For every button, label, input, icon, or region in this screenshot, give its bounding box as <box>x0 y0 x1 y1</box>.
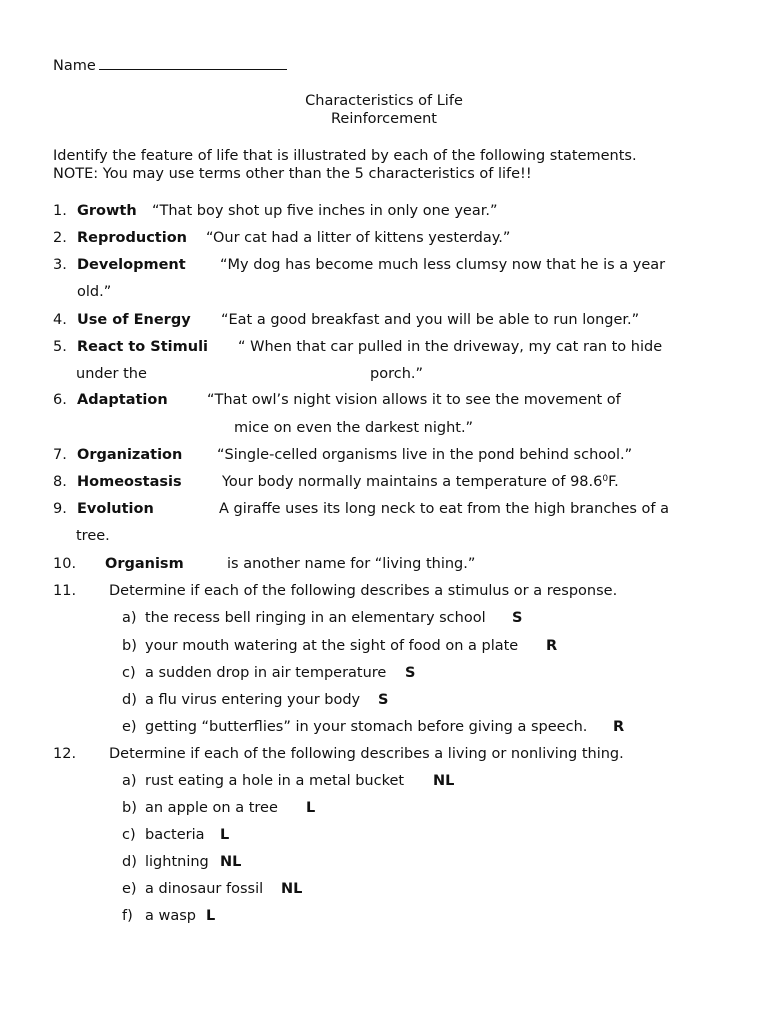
item-number: 3. <box>53 257 67 273</box>
item-answer: Evolution <box>77 501 154 517</box>
part-answer: S <box>512 610 523 626</box>
item-statement-continued: porch.” <box>370 366 424 382</box>
item-statement-continued: mice on even the darkest night.” <box>234 420 474 436</box>
name-blank-line <box>99 57 287 70</box>
part-answer: R <box>613 719 625 735</box>
item-answer: React to Stimuli <box>77 339 209 355</box>
item-statement: “Eat a good breakfast and you will be able to run longer.” <box>221 312 640 328</box>
part-letter: b) <box>122 800 137 816</box>
name-field <box>53 57 287 75</box>
part-answer: NL <box>433 773 455 789</box>
part-answer: L <box>220 827 230 843</box>
item-statement: “Our cat had a litter of kittens yesterday.” <box>206 230 511 246</box>
part-letter: c) <box>122 665 136 681</box>
item-statement: is another name for “living thing.” <box>227 556 476 572</box>
item-answer: Organism <box>105 556 184 572</box>
question-prompt: Determine if each of the following describes a stimulus or a response. <box>109 583 618 599</box>
question-prompt: Determine if each of the following describes a living or nonliving thing. <box>109 746 624 762</box>
part-letter: e) <box>122 719 137 735</box>
part-answer: L <box>206 908 216 924</box>
item-statement-continued: old.” <box>77 284 112 300</box>
item-answer: Reproduction <box>77 230 187 246</box>
part-letter: b) <box>122 638 137 654</box>
part-answer: NL <box>220 854 242 870</box>
item-number: 9. <box>53 501 67 517</box>
part-letter: e) <box>122 881 137 897</box>
part-text: a wasp <box>145 908 196 924</box>
instructions-line-1: Identify the feature of life that is illustrated by each of the following statements. <box>53 148 637 164</box>
part-answer: S <box>378 692 389 708</box>
part-text: the recess bell ringing in an elementary school <box>145 610 486 626</box>
part-letter: d) <box>122 854 137 870</box>
name-label: Name <box>53 58 96 74</box>
part-letter: a) <box>122 610 137 626</box>
part-letter: a) <box>122 773 137 789</box>
page-title: Characteristics of Life <box>305 93 463 109</box>
part-answer: NL <box>281 881 303 897</box>
item-number: 7. <box>53 447 67 463</box>
part-letter: f) <box>122 908 133 924</box>
item-number: 2. <box>53 230 67 246</box>
question-number: 11. <box>53 583 77 599</box>
item-statement: “That boy shot up five inches in only one year.” <box>152 203 498 219</box>
item-statement-continued: tree. <box>76 528 110 544</box>
item-number: 1. <box>53 203 67 219</box>
part-text: a sudden drop in air temperature <box>145 665 387 681</box>
item-number: 10. <box>53 556 77 572</box>
part-text: a flu virus entering your body <box>145 692 361 708</box>
item-answer: Organization <box>77 447 183 463</box>
item-answer: Use of Energy <box>77 312 191 328</box>
item-statement: “That owl’s night vision allows it to see the movement of <box>207 392 621 408</box>
part-text: an apple on a tree <box>145 800 278 816</box>
part-text: getting “butterflies” in your stomach before giving a speech. <box>145 719 588 735</box>
item-number: 6. <box>53 392 67 408</box>
item-number: 8. <box>53 474 67 490</box>
page-subtitle: Reinforcement <box>331 111 437 127</box>
item-answer: Development <box>77 257 186 273</box>
instructions-line-2: NOTE: You may use terms other than the 5 characteristics of life!! <box>53 166 532 182</box>
part-answer: S <box>405 665 416 681</box>
part-answer: R <box>546 638 558 654</box>
part-letter: d) <box>122 692 137 708</box>
item-number: 4. <box>53 312 67 328</box>
item-statement: Your body normally maintains a temperature of 98.6$^0$F. <box>222 474 619 490</box>
part-text: rust eating a hole in a metal bucket <box>145 773 405 789</box>
part-letter: c) <box>122 827 136 843</box>
item-statement: “My dog has become much less clumsy now that he is a year <box>220 257 666 273</box>
item-answer: Adaptation <box>77 392 168 408</box>
part-answer: L <box>306 800 316 816</box>
item-statement: “Single-celled organisms live in the pond behind school.” <box>217 447 633 463</box>
item-statement: A giraffe uses its long neck to eat from the high branches of a <box>219 501 670 517</box>
item-answer: Growth <box>77 203 137 219</box>
part-text: lightning <box>145 854 209 870</box>
question-number: 12. <box>53 746 77 762</box>
part-text: bacteria <box>145 827 205 843</box>
part-text: your mouth watering at the sight of food on a plate <box>145 638 519 654</box>
item-answer: Homeostasis <box>77 474 182 490</box>
item-number: 5. <box>53 339 67 355</box>
part-text: a dinosaur fossil <box>145 881 264 897</box>
item-statement: “ When that car pulled in the driveway, my cat ran to hide <box>238 339 663 355</box>
item-statement-continued: under the <box>76 366 147 382</box>
